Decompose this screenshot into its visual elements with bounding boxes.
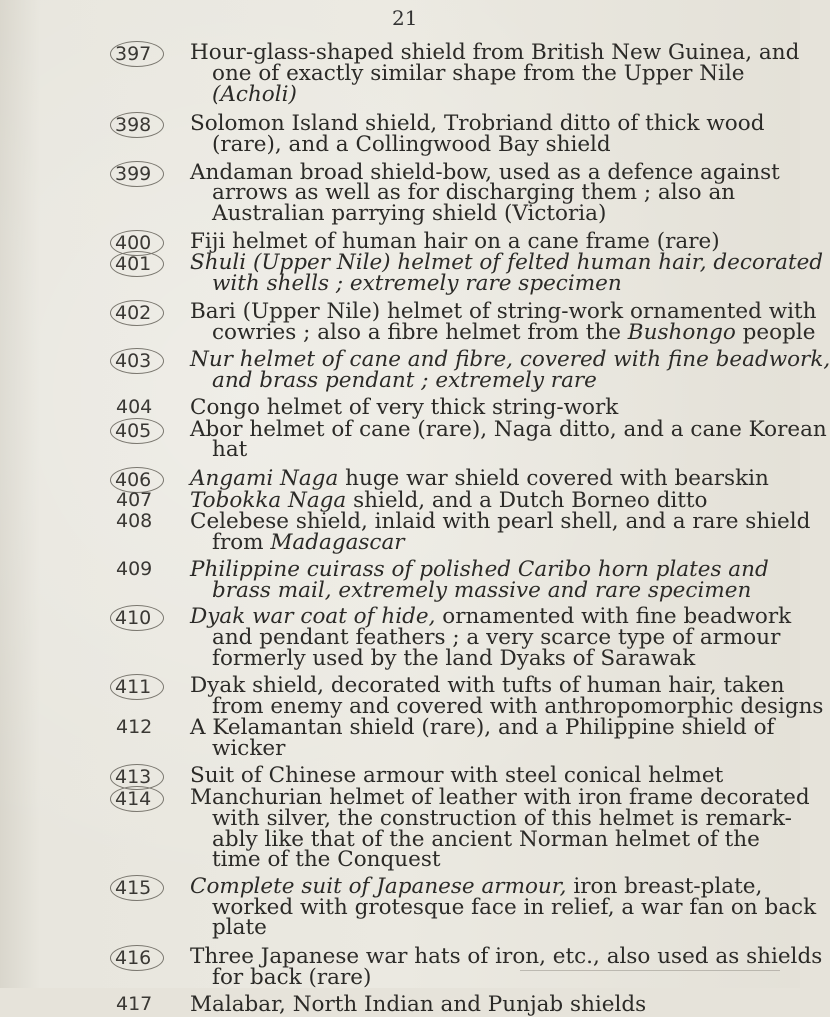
entry-number: 403 (110, 348, 164, 374)
entry-text: Australian parrying shield (Victoria) (212, 201, 607, 226)
entry-number: 413 (110, 764, 164, 790)
entry-text: ably like that of the ancient Norman helmet of the (212, 827, 760, 852)
entry-line (212, 82, 297, 107)
entry-text: Nur helmet of cane and fibre, covered with fine beadwork, (190, 347, 830, 372)
entry-text: Dyak shield, decorated with tufts of human hair, taken (190, 673, 785, 698)
entry-line (212, 965, 371, 990)
entry-text: Madagascar (270, 530, 405, 555)
entry-text: Malabar, North Indian and Punjab shields (190, 992, 647, 1017)
entry-number: 398 (110, 112, 164, 138)
entry-number: 404 (116, 396, 153, 418)
entry-text: arrows as well as for discharging them ; also an (212, 180, 736, 205)
entry-line (190, 417, 827, 442)
entry-text: Bari (Upper Nile) helmet of string-work ornamented with (190, 299, 817, 324)
entry-text: Angami Naga (190, 466, 339, 491)
entry-number: 408 (116, 510, 153, 532)
entry-text: Fiji helmet of human hair on a cane frame (rare) (190, 229, 720, 254)
entry-text: for back (rare) (212, 965, 372, 990)
entry-text: plate (212, 915, 267, 940)
entry-text: with shells ; extremely rare specimen (212, 271, 622, 296)
entry-number: 411 (110, 674, 164, 700)
entry-line (212, 646, 695, 671)
entry-number: 399 (110, 161, 164, 187)
entry-line (212, 271, 622, 296)
entry-text: formerly used by the land Dyaks of Sarawak (212, 646, 696, 671)
entry-text: Manchurian helmet of leather with iron frame decorated (190, 785, 810, 810)
entry-text: Dyak war coat of hide, (190, 604, 436, 629)
entry-text: Philippine cuirass of polished Caribo horn plates and (190, 557, 769, 582)
entry-text: Solomon Island shield, Trobriand ditto of thick wood (190, 111, 765, 136)
entry-line (212, 132, 611, 157)
entry-text: from enemy and covered with anthropomorphic designs (212, 694, 824, 719)
entry-number: 416 (110, 945, 164, 971)
entry-text: Tobokka Naga (190, 488, 347, 513)
entry-text: worked with grotesque face in relief, a war fan on back (212, 895, 817, 920)
entry-text: A Kelamantan shield (rare), and a Philippine shield of (190, 715, 775, 740)
entry-text: with silver, the construction of this helmet is remark- (212, 806, 792, 831)
page-number: 21 (392, 6, 418, 30)
entry-number: 406 (110, 467, 164, 493)
entry-number: 414 (110, 786, 164, 812)
entry-line (212, 530, 405, 555)
entry-text: huge war shield covered with bearskin (338, 466, 769, 491)
entry-number: 410 (110, 605, 164, 631)
entry-text: from (212, 530, 271, 555)
entry-text: ornamented with fine beadwork (435, 604, 792, 629)
entry-text: wicker (212, 736, 286, 761)
entry-number: 407 (116, 489, 153, 511)
entry-text: hat (212, 437, 248, 462)
entry-line (190, 992, 646, 1017)
entry-text: cowries ; also a fibre helmet from the (212, 320, 628, 345)
entry-line (212, 201, 606, 226)
entry-line (212, 895, 816, 920)
entry-number: 409 (116, 558, 153, 580)
entry-number: 417 (116, 993, 153, 1015)
entry-line (212, 368, 597, 393)
pencil-underline (520, 970, 780, 971)
entry-line (212, 320, 815, 345)
entry-text: Shuli (Upper Nile) helmet of felted human hair, decorated (190, 250, 824, 275)
entry-text: iron breast-plate, (566, 874, 763, 899)
entry-number: 401 (110, 251, 164, 277)
entry-text: Three Japanese war hats of iron, etc., also used as shields (190, 944, 823, 969)
entry-text: one of exactly similar shape from the Upper Nile (212, 61, 745, 86)
entry-number: 397 (110, 41, 164, 67)
entry-line (212, 437, 247, 462)
entry-text: Bushongo (627, 320, 736, 345)
entry-text: time of the Conquest (212, 847, 441, 872)
entry-text: Suit of Chinese armour with steel conical helmet (190, 763, 724, 788)
entry-text: (Acholi) (212, 82, 297, 107)
entry-text: (rare), and a Collingwood Bay shield (212, 132, 611, 157)
entry-text: people (735, 320, 816, 345)
entry-text: Andaman broad shield-bow, used as a defence against (190, 160, 780, 185)
entry-text: Complete suit of Japanese armour, (190, 874, 567, 899)
entry-number: 412 (116, 716, 153, 738)
entry-number: 402 (110, 300, 164, 326)
entry-line (212, 915, 267, 940)
entry-text: shield, and a Dutch Borneo ditto (346, 488, 708, 513)
entry-number: 405 (110, 418, 164, 444)
entry-number: 415 (110, 875, 164, 901)
entry-number: 400 (110, 230, 164, 256)
entry-text: Celebese shield, inlaid with pearl shell, and a rare shield (190, 509, 811, 534)
entry-line (212, 578, 751, 603)
entry-line (212, 847, 441, 872)
entry-line (212, 736, 285, 761)
entry-text: Abor helmet of cane (rare), Naga ditto, and a cane Korean (190, 417, 827, 442)
entry-text: Hour-glass-shaped shield from British New Guinea, and (190, 40, 800, 65)
entry-text: and pendant feathers ; a very scarce type of armour (212, 625, 781, 650)
entry-text: brass mail, extremely massive and rare specimen (212, 578, 752, 603)
entry-text: Congo helmet of very thick string-work (190, 395, 619, 420)
entry-text: and brass pendant ; extremely rare (212, 368, 597, 393)
